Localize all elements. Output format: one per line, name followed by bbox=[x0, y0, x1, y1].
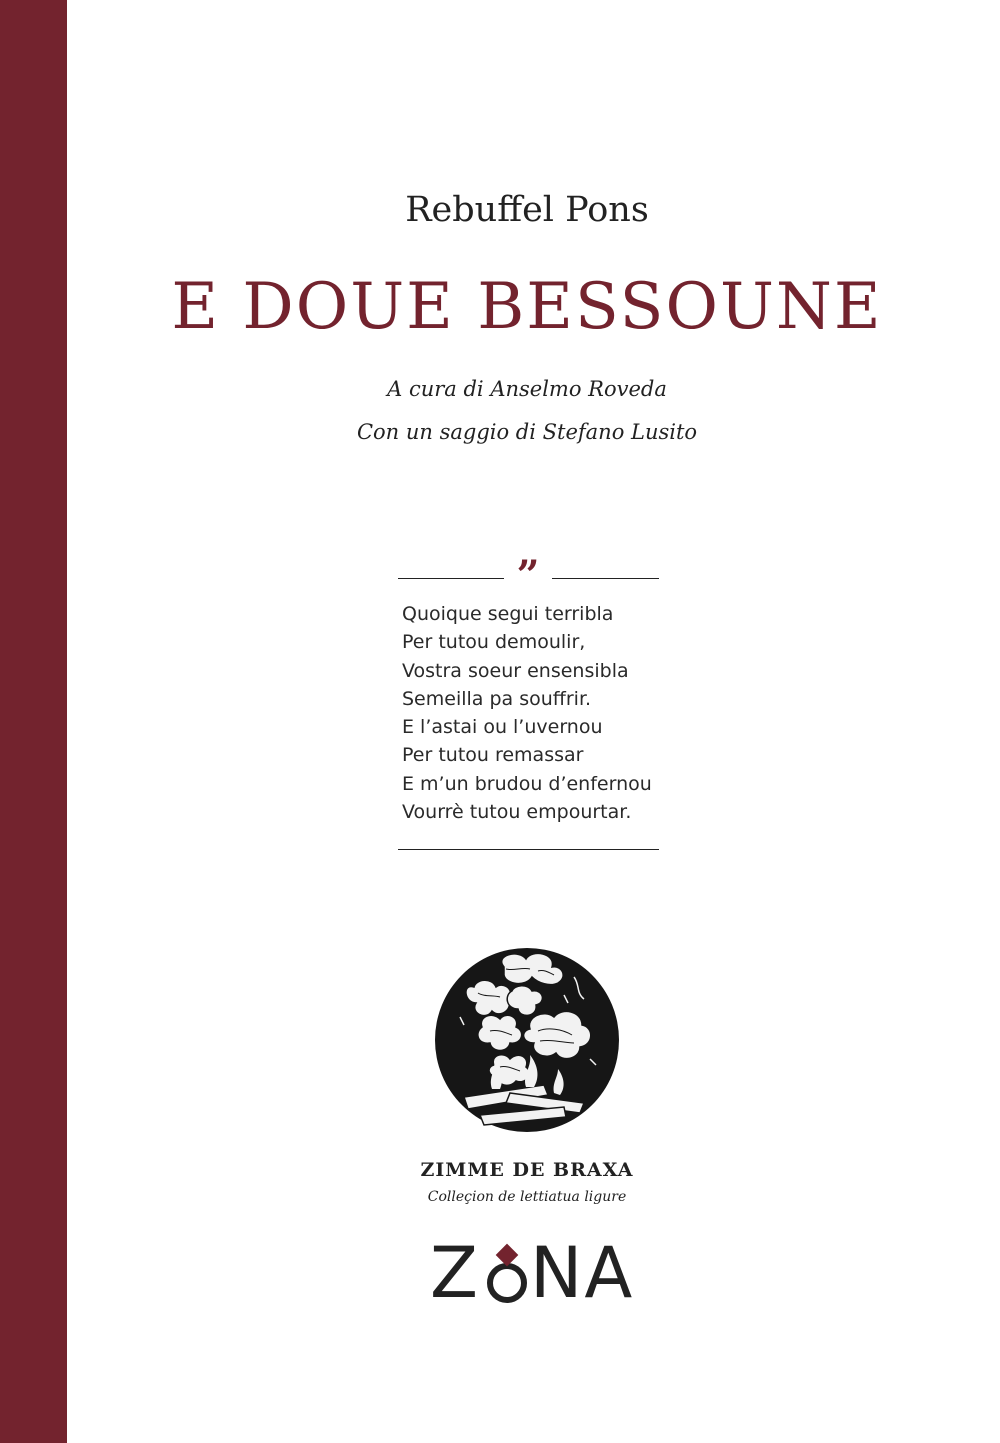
publisher-logo-o-icon bbox=[482, 1237, 532, 1309]
poem-excerpt bbox=[402, 600, 652, 826]
publisher-logo-z: Z bbox=[430, 1232, 478, 1314]
quote-rule-right bbox=[552, 578, 659, 579]
poem-line: Vostra soeur ensensibla bbox=[402, 659, 629, 682]
essay-credit: Con un saggio di Stefano Lusito bbox=[356, 420, 698, 444]
publisher-logo bbox=[430, 1232, 635, 1314]
poem-line: E m’un brudou d’enfernou bbox=[402, 772, 652, 795]
poem-line: Per tutou demoulir, bbox=[402, 631, 586, 654]
editor-credit: A cura di Anselmo Roveda bbox=[387, 377, 667, 401]
poem-line: Vourrè tutou empourtar. bbox=[402, 801, 632, 824]
poem-line: Semeilla pa souffrir. bbox=[402, 687, 592, 710]
bonfire-emblem-icon bbox=[434, 947, 620, 1133]
poem-line: Per tutou remassar bbox=[402, 744, 584, 767]
quote-rule-bottom bbox=[398, 849, 659, 850]
publisher-logo-na: NA bbox=[530, 1232, 635, 1314]
book-title: E DOUE BESSOUNE bbox=[171, 270, 883, 344]
poem-line: Quoique segui terribla bbox=[402, 603, 614, 625]
quote-mark-icon: ” bbox=[516, 552, 540, 599]
spine-band bbox=[0, 0, 67, 1443]
series-name: ZIMME DE BRAXA bbox=[420, 1159, 634, 1181]
author-name: Rebuffel Pons bbox=[405, 190, 649, 230]
series-subtitle: Colleçion de lettiatua ligure bbox=[427, 1189, 627, 1205]
quote-rule-left bbox=[398, 578, 504, 579]
poem-line: E l’astai ou l’uvernou bbox=[402, 716, 603, 739]
